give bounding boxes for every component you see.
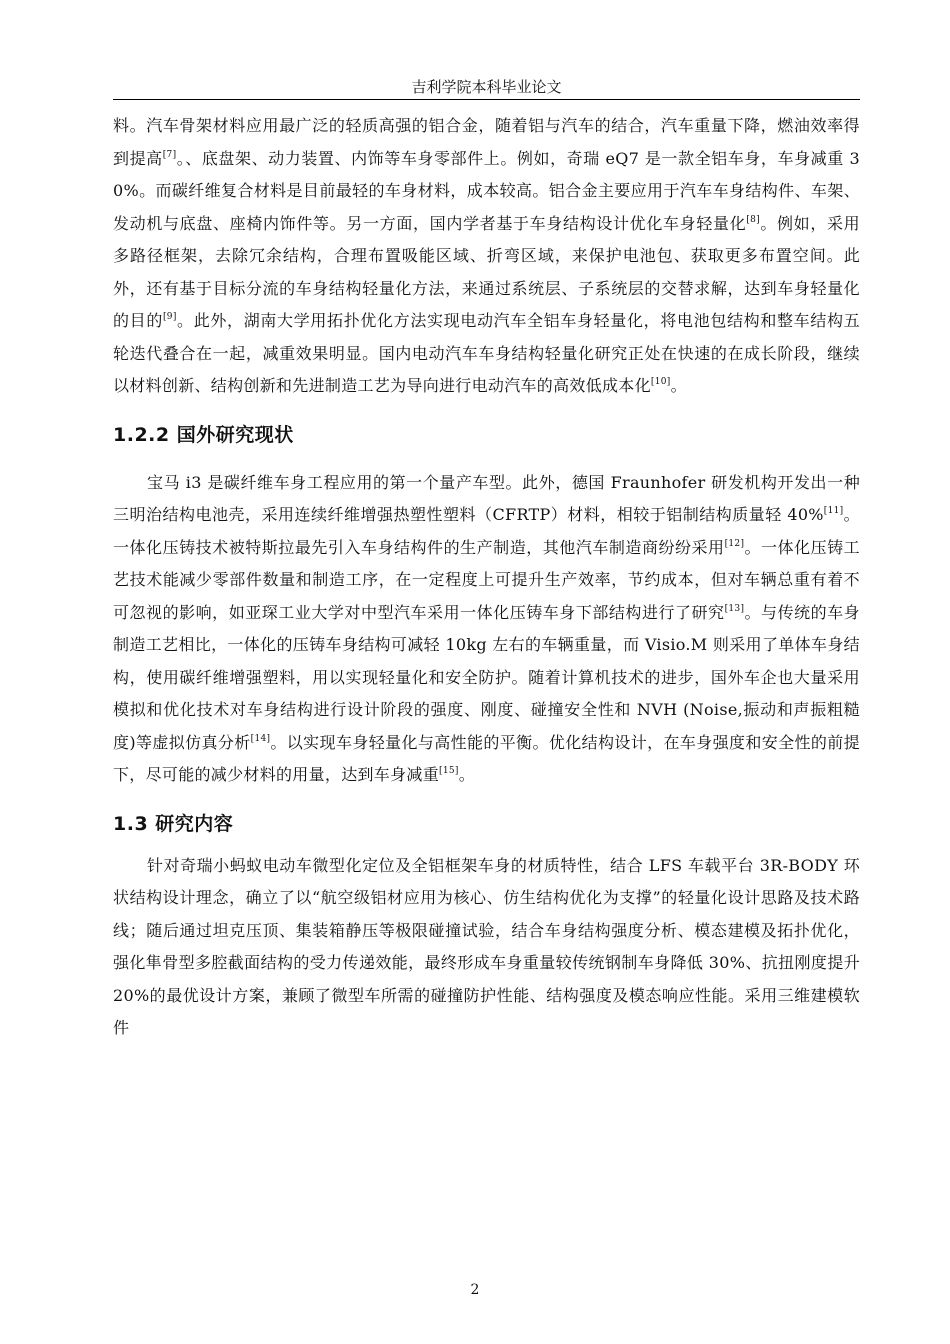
citation-ref: [8] bbox=[746, 214, 760, 225]
citation-ref: [13] bbox=[724, 603, 745, 614]
citation-ref: [11] bbox=[823, 506, 844, 516]
text-run: 。 bbox=[670, 376, 687, 395]
citation-ref: [12] bbox=[724, 538, 745, 549]
text-run: 料。汽车骨架材料应用最广泛的轻质高强的铝合金，随着铝与汽车的结合，汽车重量下降，燃油效率得到提高 bbox=[113, 116, 860, 168]
paragraph-research-content bbox=[113, 850, 860, 1045]
paragraph-foreign-research bbox=[113, 467, 860, 792]
page-number: 2 bbox=[470, 1282, 480, 1298]
citation-ref: [15] bbox=[439, 766, 459, 776]
citation-ref: [9] bbox=[163, 312, 177, 322]
running-header: 吉利学院本科毕业论文 bbox=[411, 78, 562, 96]
citation-ref: [10] bbox=[650, 377, 671, 387]
text-run: 针对奇瑞小蚂蚁电动车微型化定位及全铝框架车身的材质特性，结合 LFS 车载平台 3R-BODY 环状结构设计理念，确立了以“航空级铝材应用为核心、仿生结构优化为支撑”的轻量化设计思路及技术路线；随后通过坦克压顶、集装箱静压等极限碰撞试验，结合车身结构强度分析、模态建模及拓扑优化，强化隼骨型多腔截面结构的受力传递效能，最终形成车身重量较传统钢制车身降低 30%、抗扭刚度提升 20%的最优设计方案，兼顾了微型车所需的碰撞防护性能、结构强度及模态响应性能。采用三维建模软件 bbox=[113, 855, 860, 1037]
text-run: 。 bbox=[458, 765, 476, 784]
page-body bbox=[113, 110, 860, 1045]
paragraph-domestic-research bbox=[113, 110, 860, 403]
section-heading-1-3: 1.3 研究内容 bbox=[113, 812, 234, 835]
text-run: 。、底盘架、动力装置、内饰等车身零部件上。例如，奇瑞 eQ7 是一款全铝车身，车身减重 30%。而碳纤维复合材料是目前最轻的车身材料，成本较高。铝合金主要应用于汽车车身结构件、车架、发动机与底盘、座椅内饰件等。另一方面，国内学者基于车身结构设计优化车身轻量化 bbox=[113, 148, 860, 233]
text-run: 。与传统的车身制造工艺相比，一体化的压铸车身结构可减轻 10kg 左右的车辆重量，而 Visio.M 则采用了单体车身结构，使用碳纤维增强塑料，用以实现轻量化和安全防护。随着计算机技术的进步，国外车企也大量采用模拟和优化技术对车身结构进行设计阶段的强度、刚度、碰撞安全性和 NVH (Noise,振动和声振粗糙度)等虚拟仿真分析 bbox=[113, 602, 860, 752]
text-run: 。例如，采用多路径框架，去除冗余结构，合理布置吸能区域、折弯区域，来保护电池包、获取更多布置空间。此外，还有基于目标分流的车身结构轻量化方法，来通过系统层、子系统层的交替求解，达到车身轻量化的目的 bbox=[113, 213, 860, 330]
text-run: 。一体化压铸技术被特斯拉最先引入车身结构件的生产制造，其他汽车制造商纷纷采用 bbox=[113, 505, 860, 557]
text-run: 。以实现车身轻量化与高性能的平衡。优化结构设计，在车身强度和安全性的前提下，尽可能的减少材料的用量，达到车身减重 bbox=[113, 732, 860, 784]
header-rule bbox=[113, 99, 860, 100]
citation-ref: [7] bbox=[162, 149, 177, 160]
text-run: 。此外，湖南大学用拓扑优化方法实现电动汽车全铝车身轻量化，将电池包结构和整车结构五轮迭代叠合在一起，减重效果明显。国内电动汽车车身结构轻量化研究正处在快速的在成长阶段，继续以材料创新、结构创新和先进制造工艺为导向进行电动汽车的高效低成本化 bbox=[113, 311, 860, 395]
section-heading-1-2-2: 1.2.2 国外研究现状 bbox=[113, 423, 294, 446]
text-run: 宝马 i3 是碳纤维车身工程应用的第一个量产车型。此外，德国 Fraunhofer 研发机构开发出一种三明治结构电池壳，采用连续纤维增强热塑性塑料（CFRTP）材料，相较于铝制结构质量轻 40% bbox=[113, 472, 860, 524]
text-run: 。一体化压铸工艺技术能减少零部件数量和制造工序，在一定程度上可提升生产效率，节约成本，但对车辆总重有着不可忽视的影响，如亚琛工业大学对中型汽车采用一体化压铸车身下部结构进行了研究 bbox=[113, 537, 860, 622]
citation-ref: [14] bbox=[250, 733, 271, 744]
